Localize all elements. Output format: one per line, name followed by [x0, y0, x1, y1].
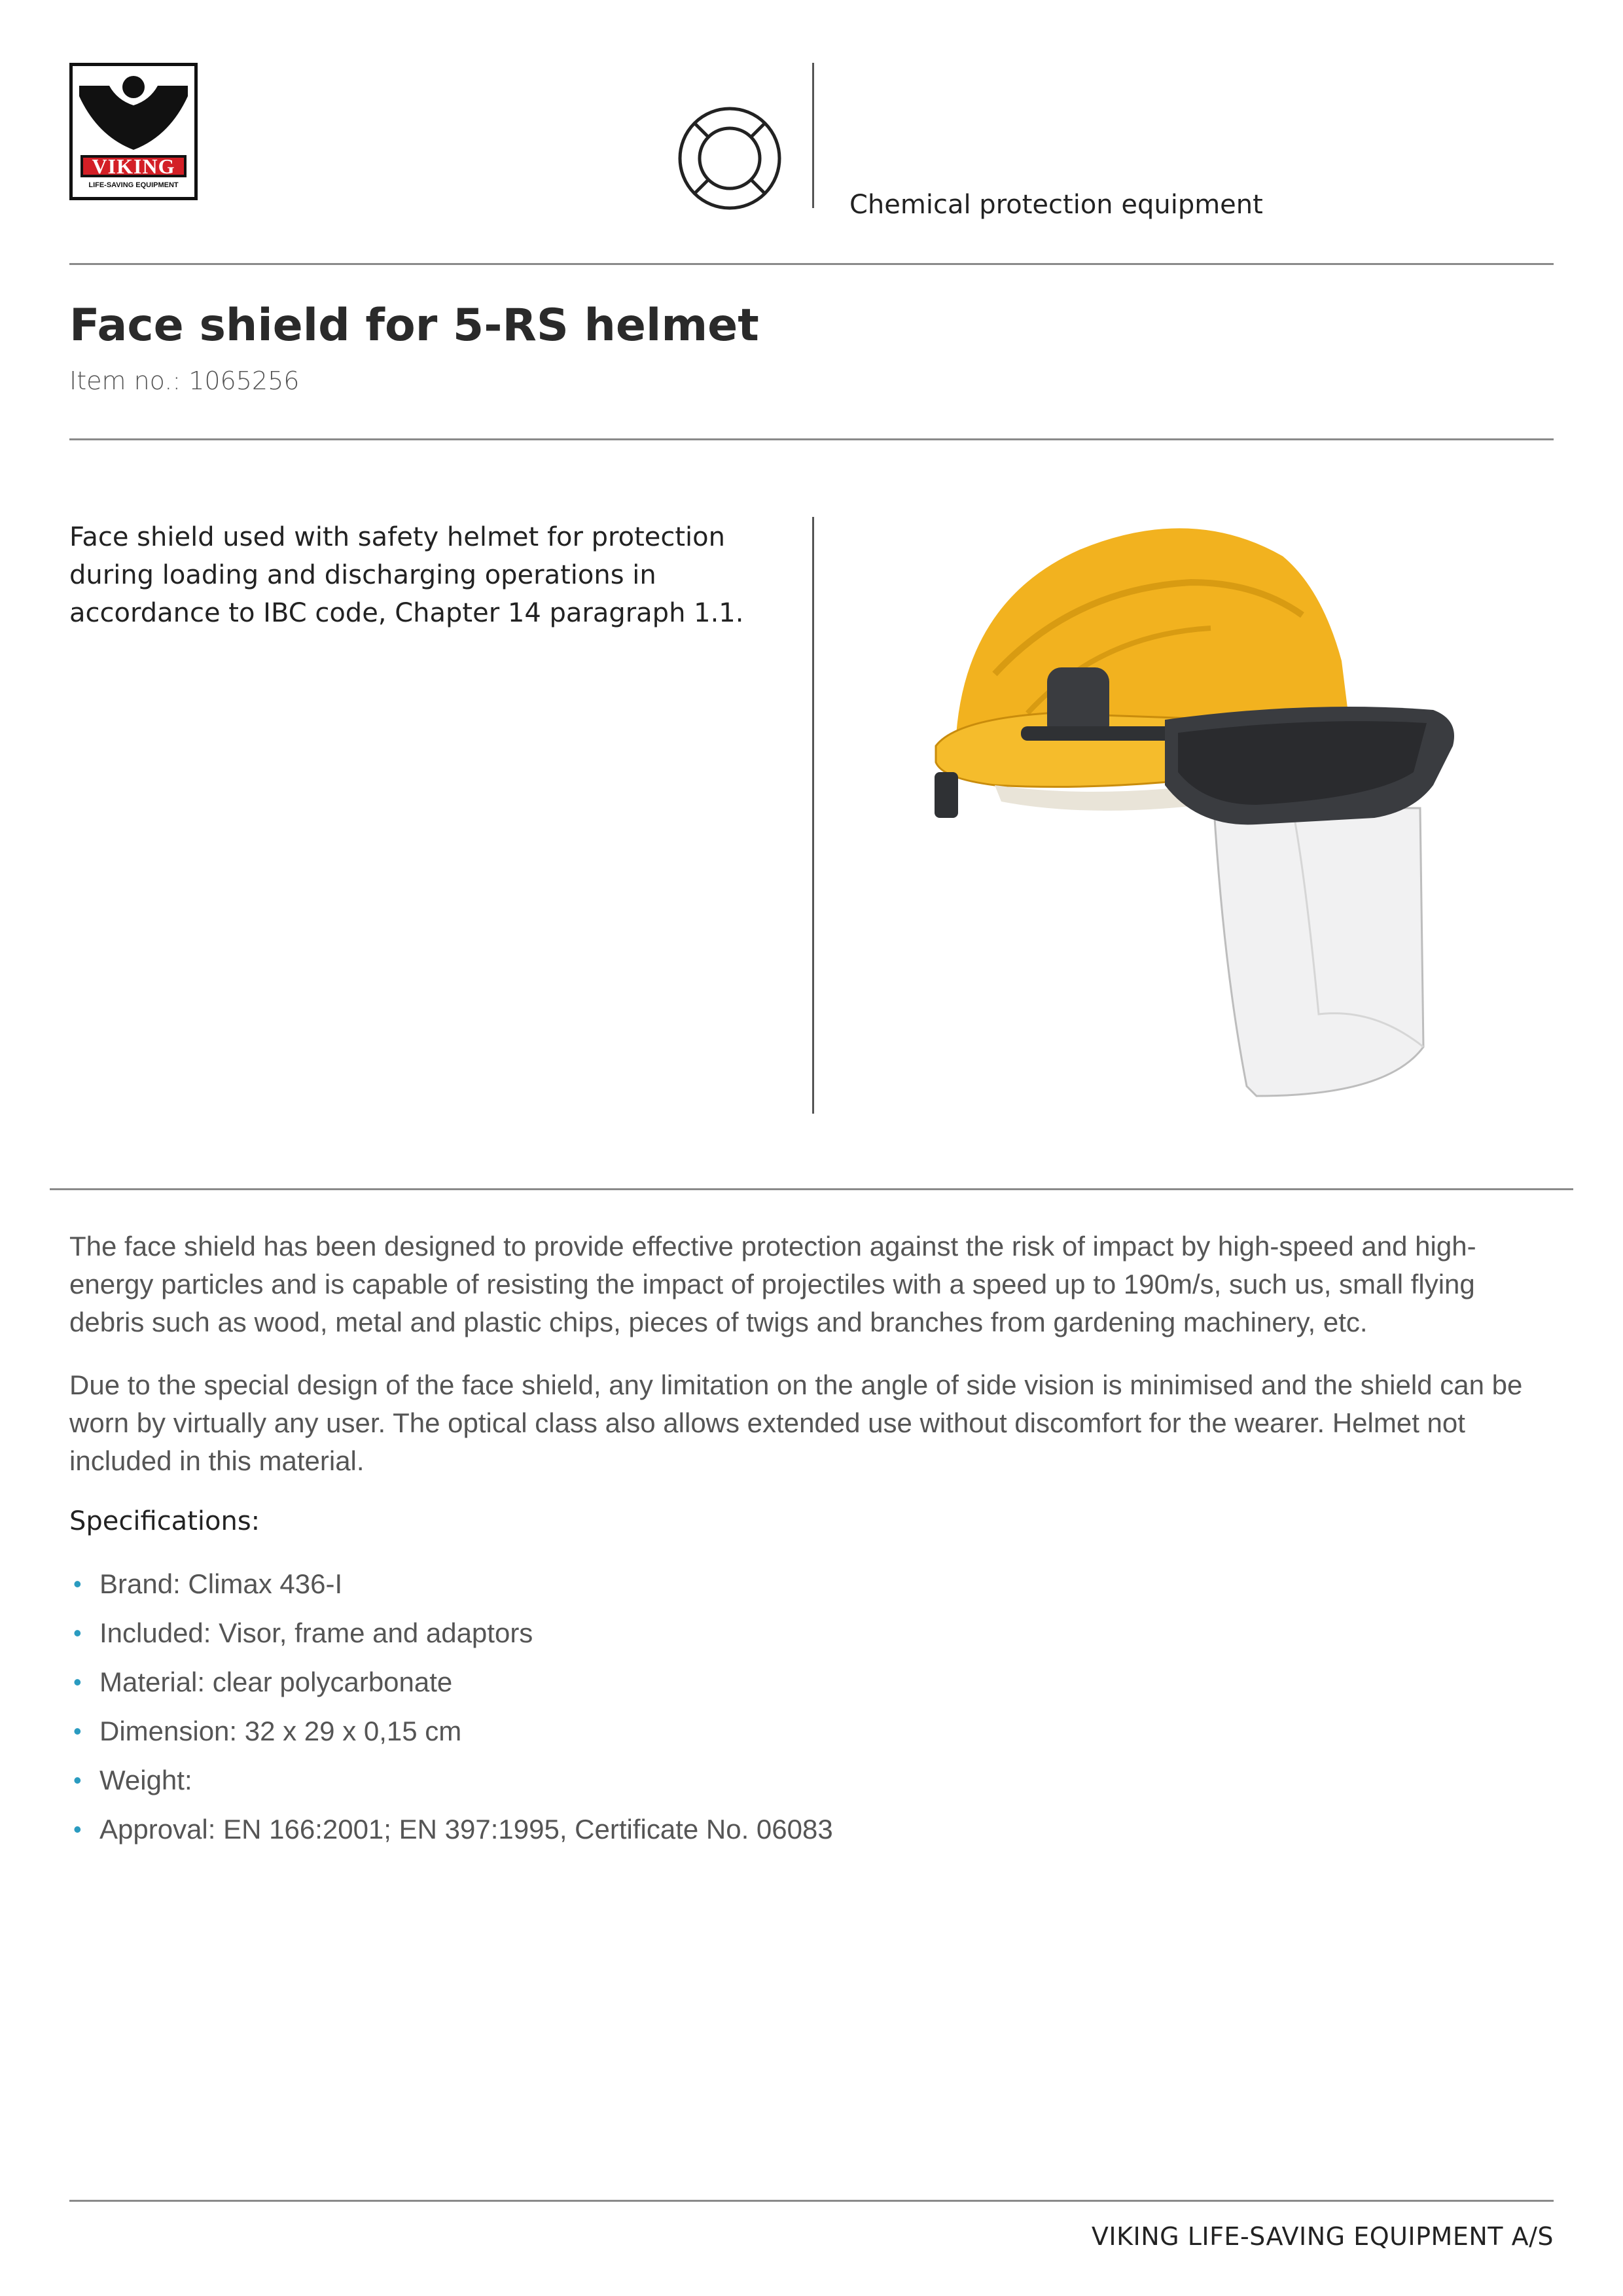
bullet-icon: • — [73, 1816, 82, 1843]
lifebuoy-icon — [676, 105, 783, 212]
logo-subtext: LIFE-SAVING EQUIPMENT — [88, 181, 179, 189]
description-paragraph-2: Due to the special design of the face shield, any limitation on the angle of side vision is minimised and the shield can be worn by virtually any user. The optical class also allows extended use without discomfort for the wearer. Helmet not included in this material. — [69, 1369, 1523, 1476]
footer-divider — [69, 2200, 1554, 2202]
content-vertical-divider — [812, 517, 814, 1114]
page-title: Face shield for 5-RS helmet — [69, 300, 759, 351]
bullet-icon: • — [73, 1570, 82, 1597]
bullet-icon: • — [73, 1767, 82, 1793]
helmet-with-face-shield-image — [916, 510, 1459, 1099]
spec-item-brand: • Brand: Climax 436-I — [69, 1565, 833, 1614]
spec-item-material: • Material: clear polycarbonate — [69, 1663, 833, 1712]
section-divider — [50, 1188, 1573, 1190]
header-divider — [69, 263, 1554, 265]
description-paragraph-1: The face shield has been designed to provide effective protection against the risk of impact by high-speed and high-energy particles and is capable of resisting the impact of projectiles with a speed up to 190m/s, such us, small flying debris such as wood, metal and plastic chips, pieces of twigs and branches from gardening machinery, etc. — [69, 1231, 1476, 1337]
specifications-heading: Specifications: — [69, 1506, 260, 1536]
bullet-icon: • — [73, 1669, 82, 1695]
header-vertical-divider — [812, 63, 814, 208]
logo-wordmark: VIKING — [80, 155, 187, 177]
viking-logo — [69, 63, 198, 200]
spec-item-dimension: • Dimension: 32 x 29 x 0,15 cm — [69, 1712, 833, 1761]
spec-item-approval: • Approval: EN 166:2001; EN 397:1995, Certificate No. 06083 — [69, 1810, 833, 1860]
intro-text: Face shield used with safety helmet for protection during loading and discharging operations in accordance to IBC code, Chapter 14 paragraph 1.1. — [69, 522, 744, 628]
viking-emblem-icon — [78, 74, 189, 151]
title-divider — [69, 438, 1554, 440]
bullet-icon: • — [73, 1718, 82, 1744]
footer-company: VIKING LIFE-SAVING EQUIPMENT A/S — [1091, 2222, 1554, 2251]
spec-item-weight: • Weight: — [69, 1761, 833, 1810]
spec-item-included: • Included: Visor, frame and adaptors — [69, 1614, 833, 1663]
item-number: Item no.: 1065256 — [69, 366, 300, 395]
bullet-icon: • — [73, 1619, 82, 1646]
specifications-list — [69, 1565, 833, 1860]
category-label: Chemical protection equipment — [849, 190, 1263, 220]
